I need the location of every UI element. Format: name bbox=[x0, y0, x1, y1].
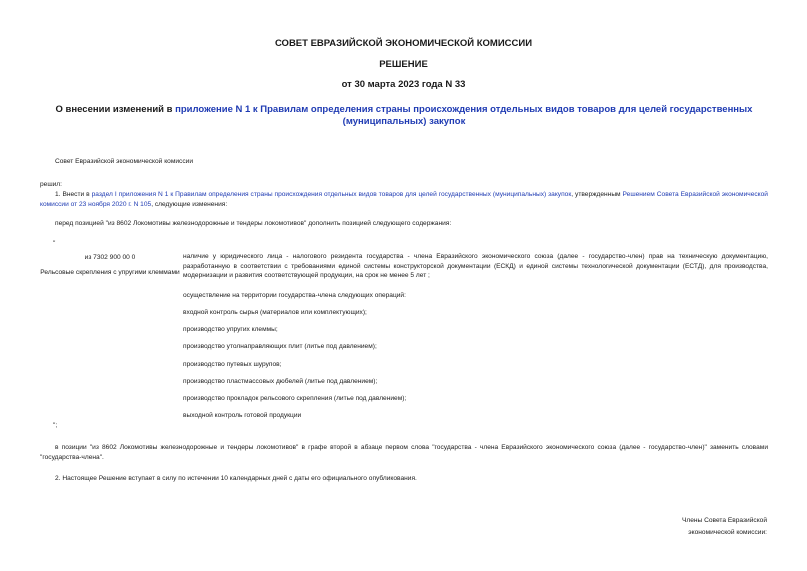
quote-open: " bbox=[53, 240, 56, 247]
paragraph-before-position: перед позицией "из 8602 Локомотивы железнодорожные и тендеры локомотивов" дополнить позицией следующего содержания: bbox=[55, 220, 452, 227]
condition-3: производство упругих клеммы; bbox=[183, 326, 278, 333]
signature-line-1: Члены Совета Евразийской bbox=[681, 517, 767, 524]
condition-2: входной контроль сырья (материалов или комплектующих); bbox=[183, 309, 367, 316]
p1-text-b: , утвержденным bbox=[571, 191, 623, 198]
title-link[interactable]: приложение N 1 к Правилам определения страны происхождения отдельных видов товаров для целей государственных (муниципальных) закупок bbox=[175, 104, 753, 127]
table-product-name: Рельсовые скрепления с упругими клеммами bbox=[40, 269, 180, 276]
quote-close: "; bbox=[53, 422, 58, 429]
p1-link-section[interactable]: раздел I приложения N 1 к Правилам определения страны происхождения отдельных видов товаров для целей государственных (муниципальных) закупок bbox=[91, 191, 572, 198]
doc-date-heading: от 30 марта 2023 года N 33 bbox=[341, 79, 466, 90]
council-line: Совет Евразийской экономической комиссии bbox=[55, 158, 194, 165]
p1-link-decision[interactable]: Решением Совета Евразийской экономической комиссии от 23 ноября 2020 г. N 105 bbox=[40, 191, 768, 208]
condition-5: производство путевых шурупов; bbox=[183, 361, 282, 368]
paragraph-replace: в позиции "из 8602 Локомотивы железнодорожные и тендеры локомотивов" в графе второй в абзаце первом слова "государства - члена Евразийского экономического союза (далее - государство-член)" заменить словами "государства-члена". bbox=[40, 444, 768, 461]
paragraph-1 bbox=[40, 190, 768, 209]
p1-text-a: 1. Внести в bbox=[55, 191, 92, 198]
condition-7: производство прокладок рельсового скрепления (литье под давлением); bbox=[183, 395, 407, 402]
condition-8: выходной контроль готовой продукции bbox=[183, 412, 302, 419]
signature-line-2: экономической комиссии: bbox=[688, 529, 767, 536]
condition-0: наличие у юридического лица - налогового резидента государства - члена Евразийского экономического союза (далее - государство-член) прав на техническую документацию, разработанную в соответствии с требованиями единой системы конструкторской документации (ЕСКД) и единой системы технологической документации (ЕСТД), для производства, модернизации и развития соответствующей продукции, на срок не менее 5 лет ; bbox=[183, 253, 768, 279]
document-title bbox=[40, 104, 768, 128]
condition-6: производство пластмассовых дюбелей (литье под давлением); bbox=[183, 378, 378, 385]
org-heading: СОВЕТ ЕВРАЗИЙСКОЙ ЭКОНОМИЧЕСКОЙ КОМИССИИ bbox=[274, 38, 533, 49]
condition-4: производство утолнаправляющих плит (литье под давлением); bbox=[183, 343, 377, 350]
table-code: из 7302 900 00 0 bbox=[84, 254, 136, 261]
decided-line: решил: bbox=[40, 181, 62, 188]
p1-text-c: , следующие изменения: bbox=[151, 200, 228, 208]
paragraph-2: 2. Настоящее Решение вступает в силу по истечении 10 календарных дней с даты его официального опубликования. bbox=[55, 475, 417, 482]
signature-block bbox=[682, 515, 767, 539]
condition-1: осуществление на территории государства-члена следующих операций: bbox=[183, 292, 406, 299]
doc-type-heading: РЕШЕНИЕ bbox=[379, 59, 428, 70]
title-prefix: О внесении изменений в bbox=[55, 104, 176, 115]
